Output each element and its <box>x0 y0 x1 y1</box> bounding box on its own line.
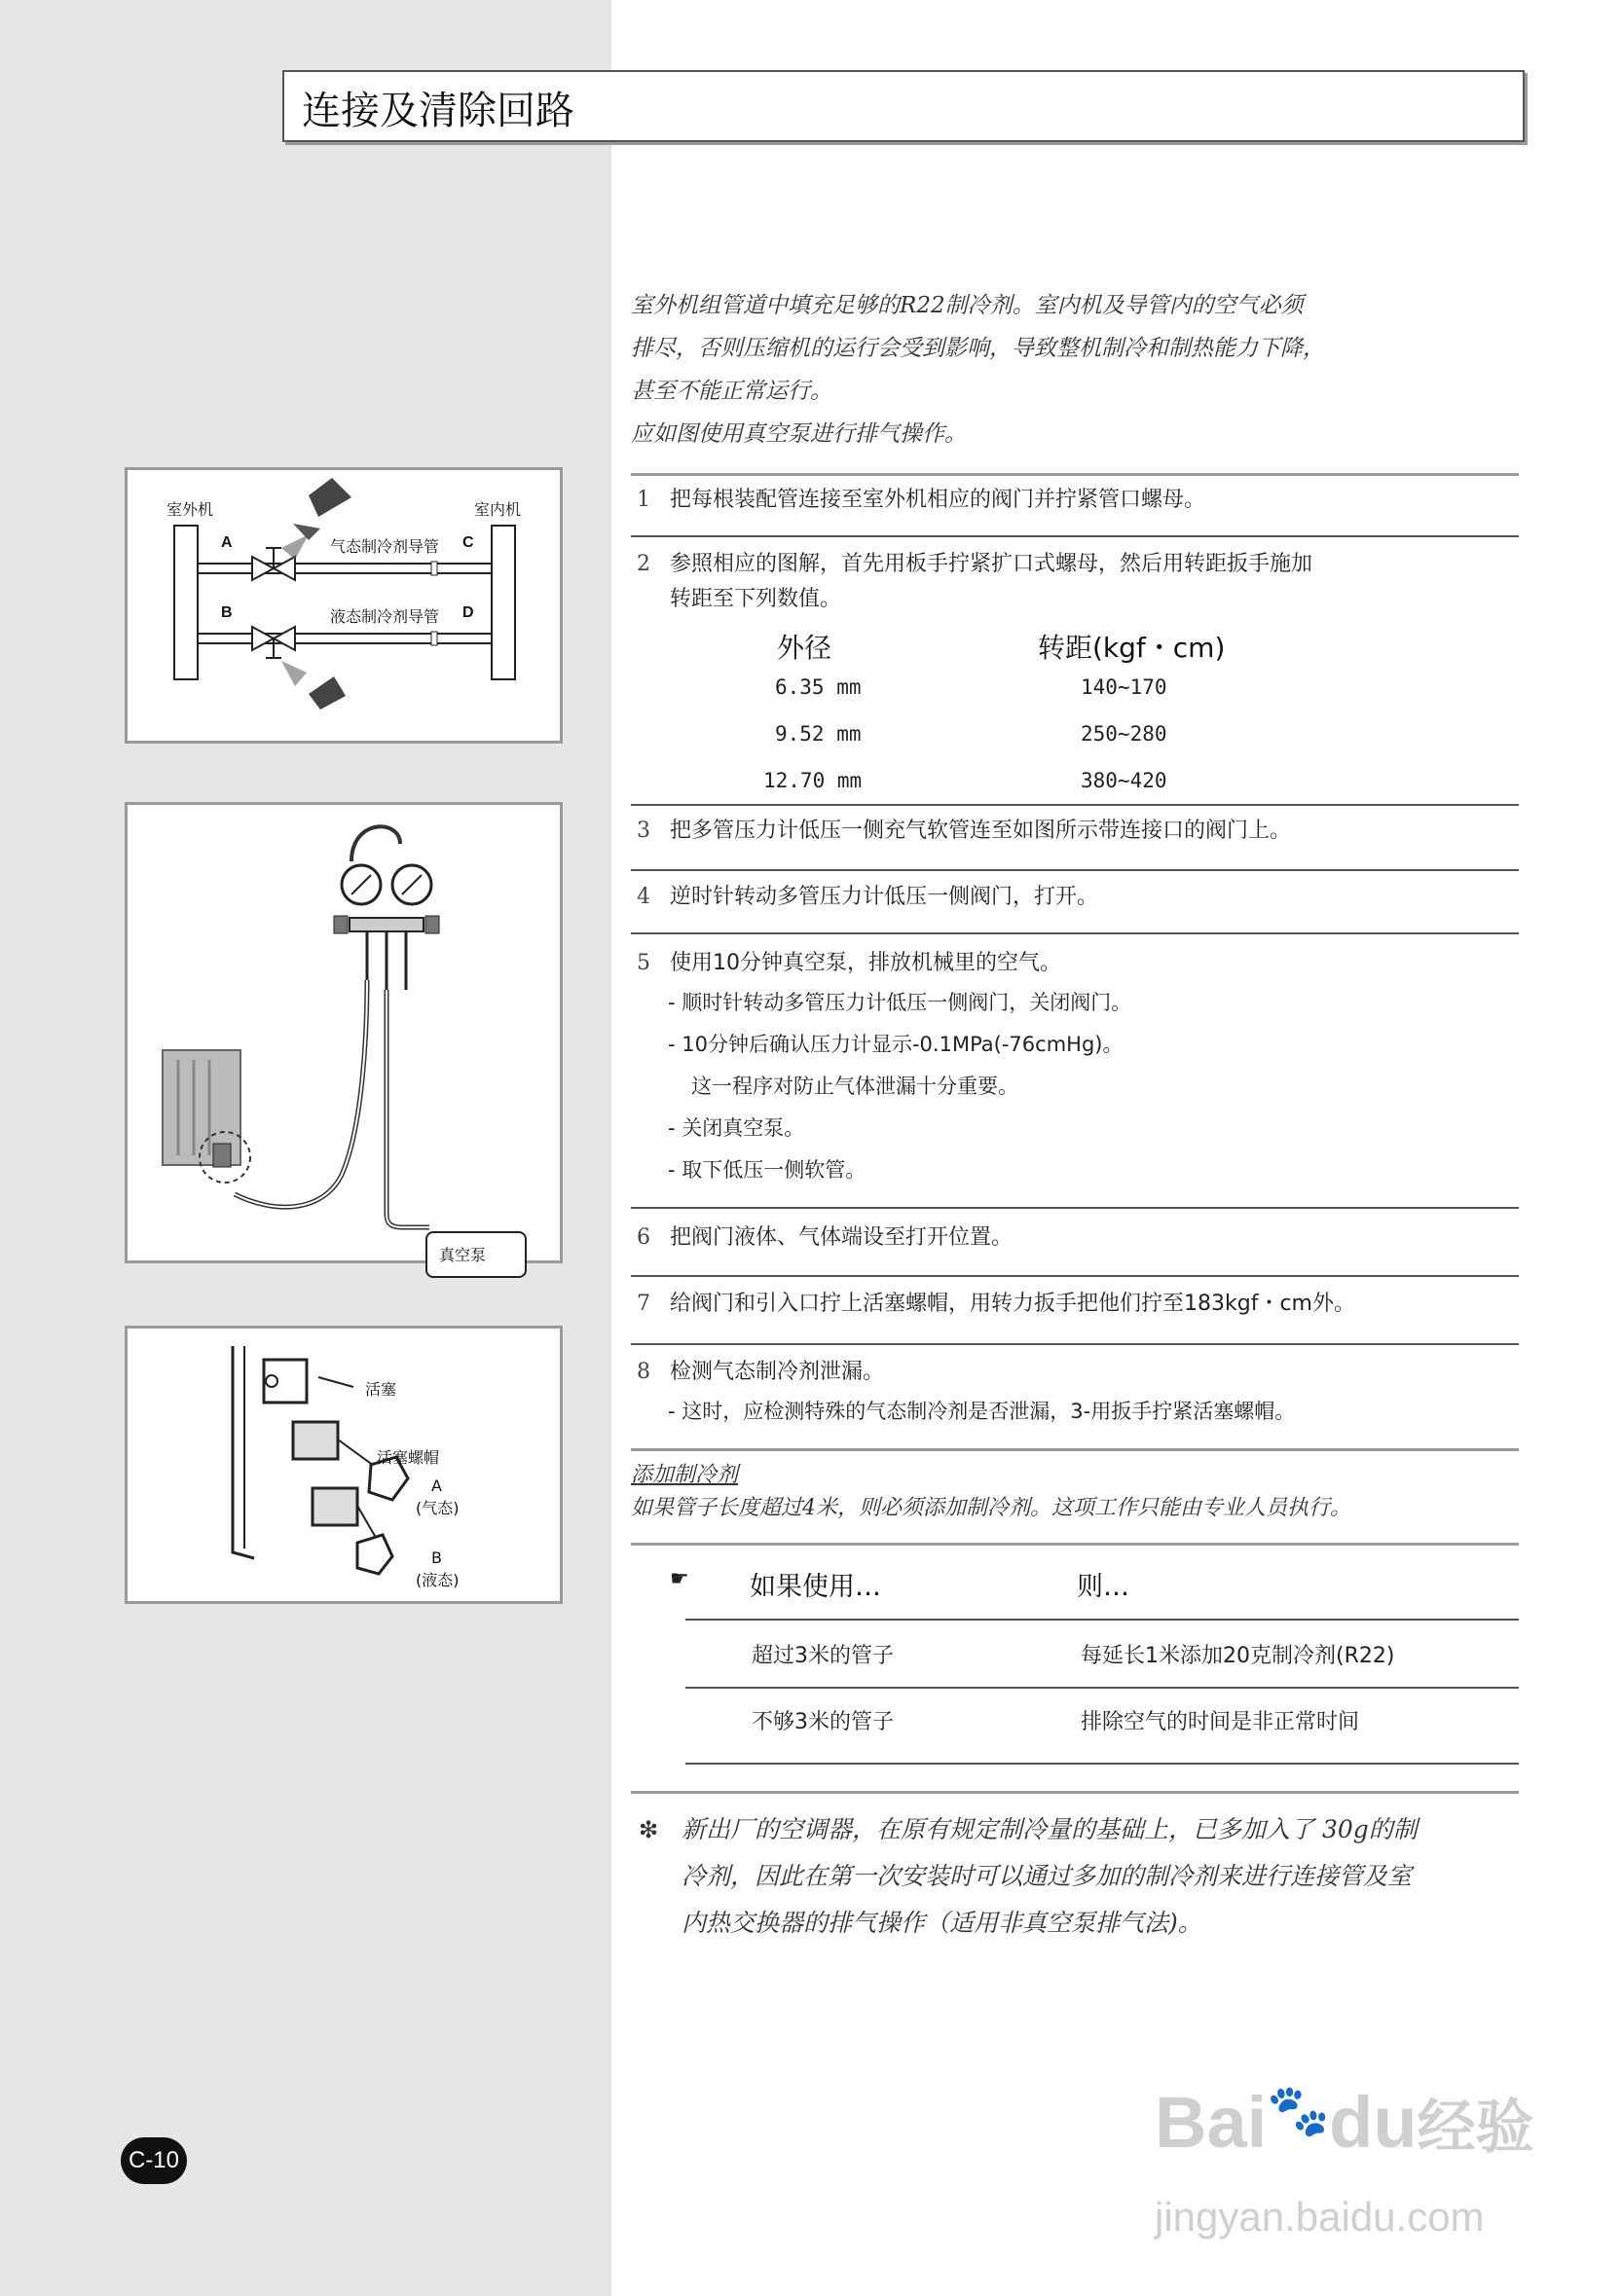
step-sub: - 取下低压一侧软管。 <box>668 1158 866 1182</box>
step-4 <box>637 880 1098 910</box>
watermark-url: jingyan.baidu.com <box>1155 2194 1485 2240</box>
step-number: 6 <box>637 1225 650 1250</box>
title-box <box>282 70 1525 142</box>
step-text: 把多管压力计低压一侧充气软管连至如图所示带连接口的阀门上。 <box>670 819 1292 843</box>
note-paragraph <box>682 1806 1418 1947</box>
piping-schematic-figure <box>125 467 563 744</box>
divider <box>631 1448 1519 1451</box>
torque-value: 250~280 <box>1081 722 1167 746</box>
step-1 <box>637 483 1205 513</box>
usage-header-then: 则… <box>1077 1572 1129 1602</box>
divider <box>685 1687 1519 1689</box>
step-sub: - 这时，应检测特殊的气态制冷剂是否泄漏，3-用扳手拧紧活塞螺帽。 <box>668 1400 1296 1423</box>
step-7 <box>637 1287 1355 1317</box>
port-c-label: C <box>462 534 474 551</box>
cap-b-label: B <box>431 1549 442 1567</box>
step-number: 1 <box>637 488 650 512</box>
port-a-label: A <box>221 534 233 551</box>
manifold-gauge-drawing <box>128 805 560 1260</box>
step-6 <box>637 1221 1013 1251</box>
intro-line: 应如图使用真空泵进行排气操作。 <box>631 421 967 447</box>
torque-od: 9.52 mm <box>775 722 862 746</box>
pointing-hand-icon: ☛ <box>670 1567 689 1591</box>
step-3 <box>637 814 1291 844</box>
watermark-logo <box>1155 2081 1534 2165</box>
torque-header-torque: 转距(kgf・cm) <box>1038 632 1226 664</box>
step-sub: - 顺时针转动多管压力计低压一侧阀门，关闭阀门。 <box>668 991 1132 1014</box>
piston-cap-label: 活塞螺帽 <box>377 1448 440 1467</box>
step-number: 4 <box>637 885 650 909</box>
divider <box>631 473 1519 476</box>
step-sub: - 关闭真空泵。 <box>668 1116 805 1140</box>
torque-value: 380~420 <box>1081 769 1167 792</box>
note-line: 冷剂，因此在第一次安装时可以通过多加的制冷剂来进行连接管及室 <box>682 1862 1413 1890</box>
divider <box>631 1543 1519 1546</box>
step-text: 把阀门液体、气体端设至打开位置。 <box>670 1225 1014 1250</box>
step-text: 使用10分钟真空泵，排放机械里的空气。 <box>670 951 1061 975</box>
step-sub: - 10分钟后确认压力计显示-0.1MPa(-76cmHg)。 <box>668 1033 1124 1056</box>
step-number: 3 <box>637 819 650 843</box>
usage-if: 超过3米的管子 <box>752 1644 894 1668</box>
note-line: 内热交换器的排气操作（适用非真空泵排气法)。 <box>682 1909 1202 1937</box>
step-number: 2 <box>637 552 650 576</box>
torque-header-od: 外径 <box>777 632 832 664</box>
cap-a-label: A <box>431 1476 442 1495</box>
cap-a-state: (气态) <box>416 1499 460 1517</box>
watermark-brand: Bai <box>1155 2082 1268 2163</box>
divider <box>631 1275 1519 1277</box>
usage-header-if: 如果使用… <box>750 1572 881 1602</box>
step-number: 7 <box>637 1292 650 1316</box>
step-text: 给阀门和引入口拧上活塞螺帽，用转力扳手把他们拧至183kgf・cm外。 <box>670 1292 1355 1316</box>
vacuum-pump-label: 真空泵 <box>439 1246 487 1264</box>
add-refrigerant-text: 如果管子长度超过4米，则必须添加制冷剂。这项工作只能由专业人员执行。 <box>631 1496 1351 1520</box>
step-number: 5 <box>637 951 650 975</box>
torque-od: 6.35 mm <box>775 675 862 699</box>
torque-value: 140~170 <box>1081 675 1167 699</box>
step-text: 逆时针转动多管压力计低压一侧阀门，打开。 <box>670 885 1099 909</box>
divider <box>631 932 1519 934</box>
cap-b-state: (液态) <box>416 1571 460 1589</box>
step-2 <box>637 547 1312 577</box>
page-title: 连接及清除回路 <box>302 89 574 133</box>
note-line: 新出厂的空调器，在原有规定制冷量的基础上，已多加入了 30g的制 <box>682 1815 1418 1843</box>
paw-icon: 🐾 <box>1267 2083 1330 2139</box>
port-d-label: D <box>462 604 474 621</box>
divider <box>631 1207 1519 1209</box>
add-refrigerant-heading: 添加制冷剂 <box>631 1463 739 1487</box>
gas-pipe-label: 气态制冷剂导管 <box>330 537 440 556</box>
divider <box>631 804 1519 806</box>
liquid-pipe-label: 液态制冷剂导管 <box>330 607 440 626</box>
outdoor-unit-label: 室外机 <box>166 500 214 519</box>
divider <box>631 535 1519 537</box>
piston-label: 活塞 <box>365 1380 397 1399</box>
divider <box>685 1763 1519 1765</box>
asterisk-icon: ❇ <box>639 1816 659 1843</box>
indoor-unit-label: 室内机 <box>474 500 522 519</box>
step-text-continued: 转距至下列数值。 <box>670 587 842 611</box>
divider <box>631 1343 1519 1345</box>
step-number: 8 <box>637 1360 650 1384</box>
valve-cap-figure <box>125 1326 563 1604</box>
step-sub: 这一程序对防止气体泄漏十分重要。 <box>691 1075 1018 1098</box>
step-8 <box>637 1355 884 1385</box>
step-text: 检测气态制冷剂泄漏。 <box>670 1360 885 1384</box>
page-number-badge: C-10 <box>121 2137 187 2184</box>
step-text: 把每根装配管连接至室外机相应的阀门并拧紧管口螺母。 <box>670 488 1206 512</box>
watermark-product: 经验 <box>1417 2095 1534 2160</box>
intro-line: 甚至不能正常运行。 <box>631 379 832 404</box>
valve-cap-drawing <box>128 1329 560 1601</box>
divider <box>631 1791 1519 1794</box>
intro-line: 排尽，否则压缩机的运行会受到影响，导致整机制冷和制热能力下降， <box>631 336 1325 361</box>
vacuum-pump-figure <box>125 802 563 1263</box>
divider <box>631 869 1519 871</box>
usage-if: 不够3米的管子 <box>752 1710 894 1734</box>
step-text: 参照相应的图解，首先用板手拧紧扩口式螺母，然后用转距扳手施加 <box>670 552 1313 576</box>
watermark-brand2: du <box>1329 2082 1418 2163</box>
usage-then: 排除空气的时间是非正常时间 <box>1081 1710 1360 1734</box>
port-b-label: B <box>221 604 233 621</box>
usage-then: 每延长1米添加20克制冷剂(R22) <box>1081 1644 1395 1668</box>
divider <box>685 1619 1519 1621</box>
torque-od: 12.70 mm <box>763 769 863 792</box>
intro-paragraph <box>631 284 1449 456</box>
step-5 <box>637 946 1061 976</box>
intro-line: 室外机组管道中填充足够的R22制冷剂。室内机及导管内的空气必须 <box>631 293 1304 318</box>
